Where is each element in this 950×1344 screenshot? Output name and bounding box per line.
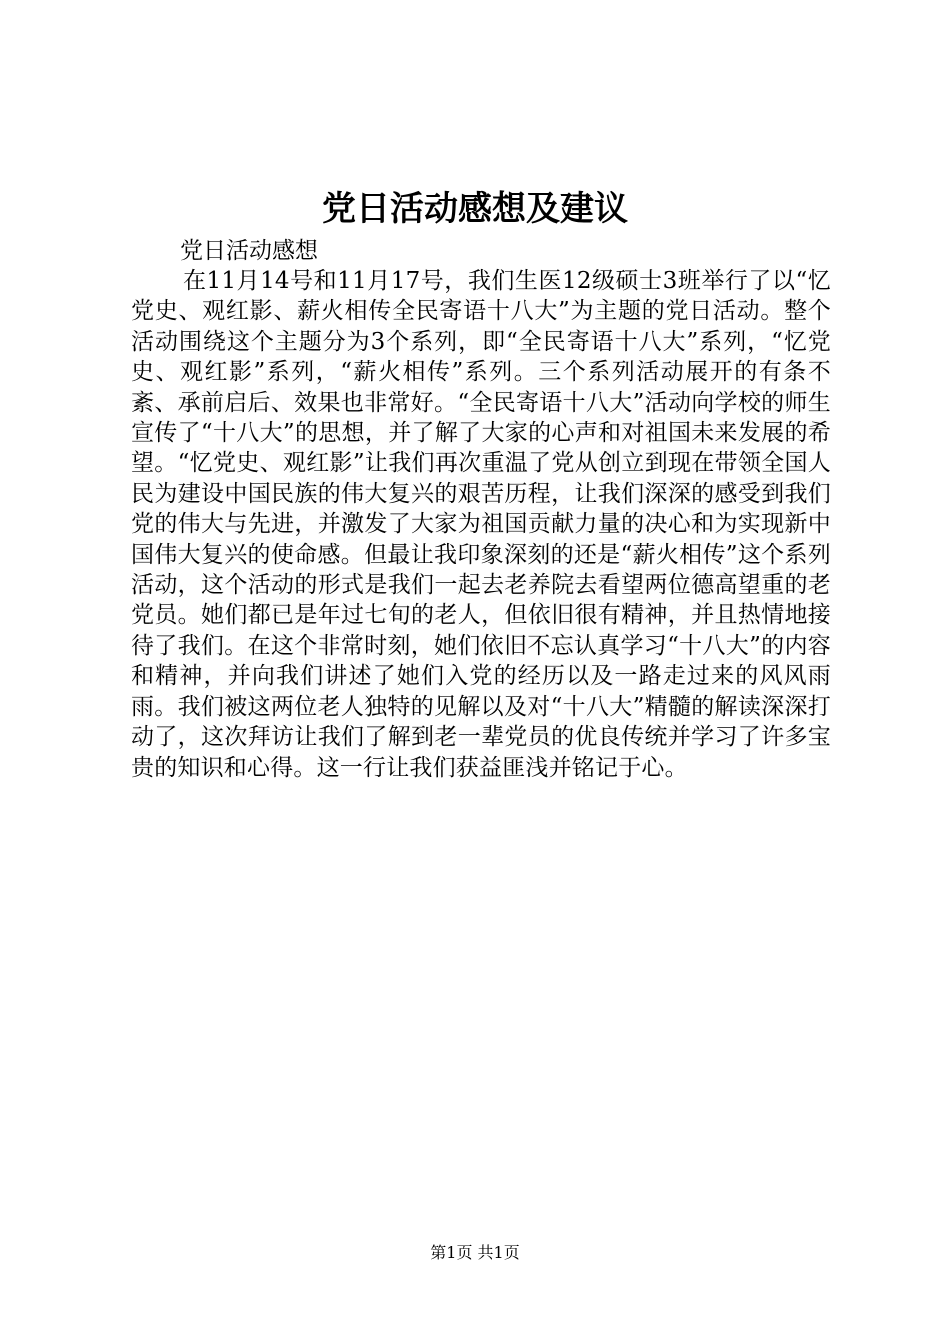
page-footer: 第1页 共1页 (430, 1243, 520, 1262)
body-paragraph: 在11月14号和11月17号，我们生医12级硕士3班举行了以“忆党史、观红影、薪火相传全民寄语十八大”为主题的党日活动。整个活动围绕这个主题分为3个系列，即“全民寄语十八大”系列，“忆党史、观红影”系列，“薪火相传”系列。三个系列活动展开的有条不紊、承前启后、效果也非常好。“全民寄语十八大”活动向学校的师生宣传了“十八大”的思想，并了解了大家的心声和对祖国未来发展的希望。“忆党史、观红影”让我们再次重温了党从创立到现在带领全国人民为建设中国民族的伟大复兴的艰苦历程，让我们深深的感受到我们党的伟大与先进，并激发了大家为祖国贡献力量的决心和为实现新中国伟大复兴的使命感。但最让我印象深刻的还是“薪火相传”这个系列活动，这个活动的形式是我们一起去老养院去看望两位德高望重的老党员。她们都已是年过七旬的老人，但依旧很有精神，并且热情地接待了我们。在这个非常时刻，她们依旧不忘认真学习“十八大”的内容和精神，并向我们讲述了她们入党的经历以及一路走过来的风风雨雨。我们被这两位老人独特的见解以及对“十八大”精髓的解读深深打动了，这次拜访让我们了解到老一辈党员的优良传统并学习了许多宝贵的知识和心得。这一行让我们获益匪浅并铭记于心。 (131, 268, 831, 781)
document-title: 党日活动感想及建议 (322, 189, 628, 229)
section-subtitle: 党日活动感想 (180, 238, 318, 264)
